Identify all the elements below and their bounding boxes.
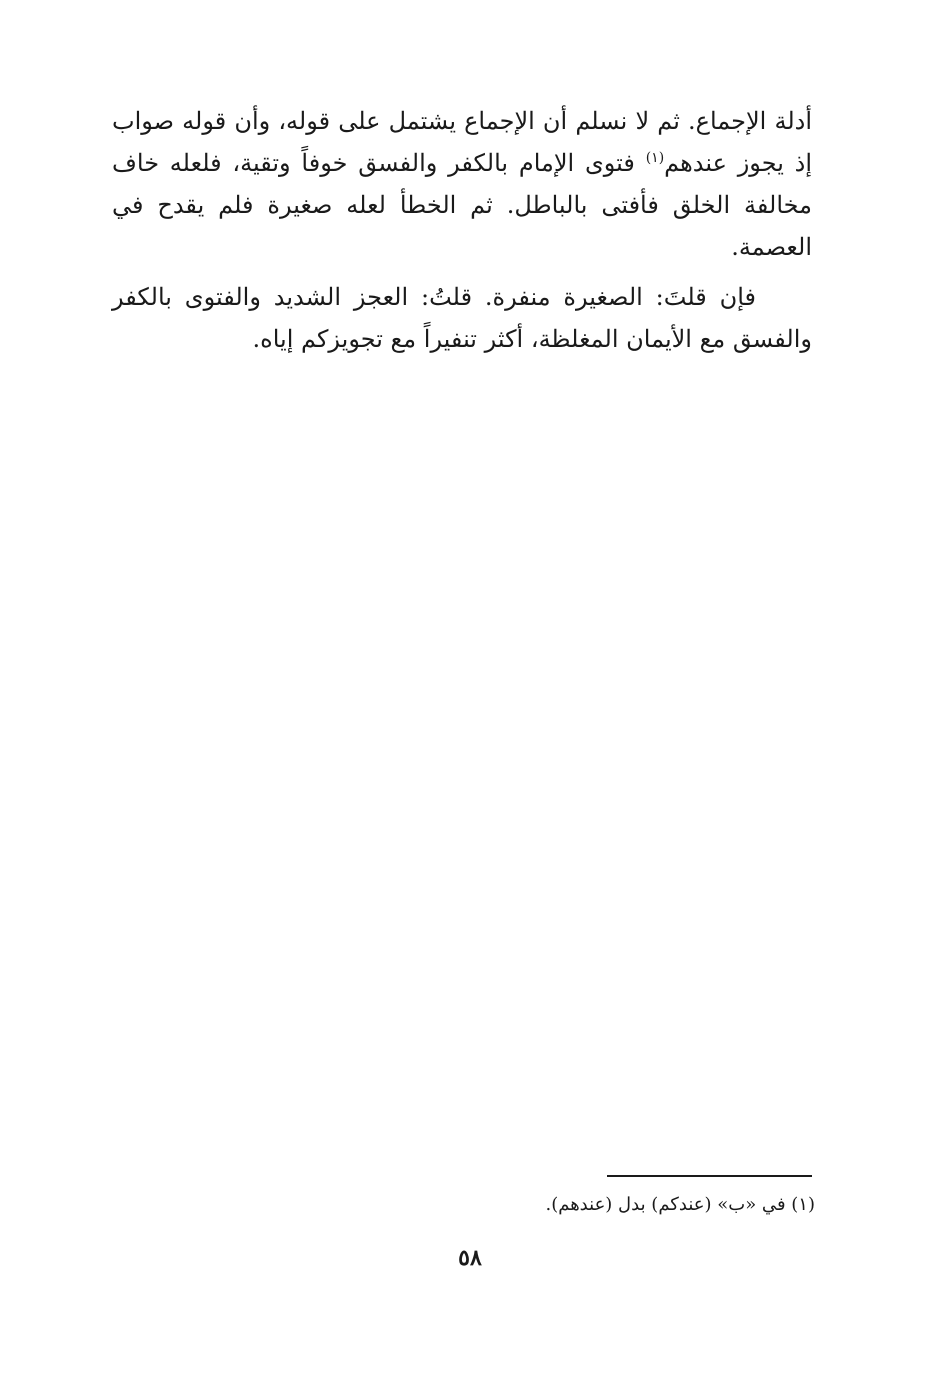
paragraph-text: فتوى الإمام بالكفر والفسق خوفاً وتقية، فلعله خاف مخالفة الخلق فأفتى بالباطل. ثم الخطأ لعله صغيرة فلم يقدح في العصمة.: [112, 149, 812, 261]
footnote: (١) في «ب» (عندكم) بدل (عندهم).: [545, 1194, 815, 1215]
main-text: [112, 100, 812, 368]
paragraph: [112, 100, 812, 268]
paragraph-text: أدلة الإجماع. ثم لا نسلم أن الإجماع يشتمل على قوله، وأن قوله صواب إذ يجوز عندهم: [112, 107, 813, 177]
paragraph: فإن قلتَ: الصغيرة منفرة. قلتُ: العجز الشديد والفتوى بالكفر والفسق مع الأيمان المغلظة، أكثر تنفيراً مع تجويزكم إياه.: [112, 283, 812, 353]
page-number: ٥٨: [458, 1245, 482, 1271]
footnote-reference[interactable]: (١): [645, 150, 665, 166]
footnote-separator: [607, 1175, 812, 1177]
